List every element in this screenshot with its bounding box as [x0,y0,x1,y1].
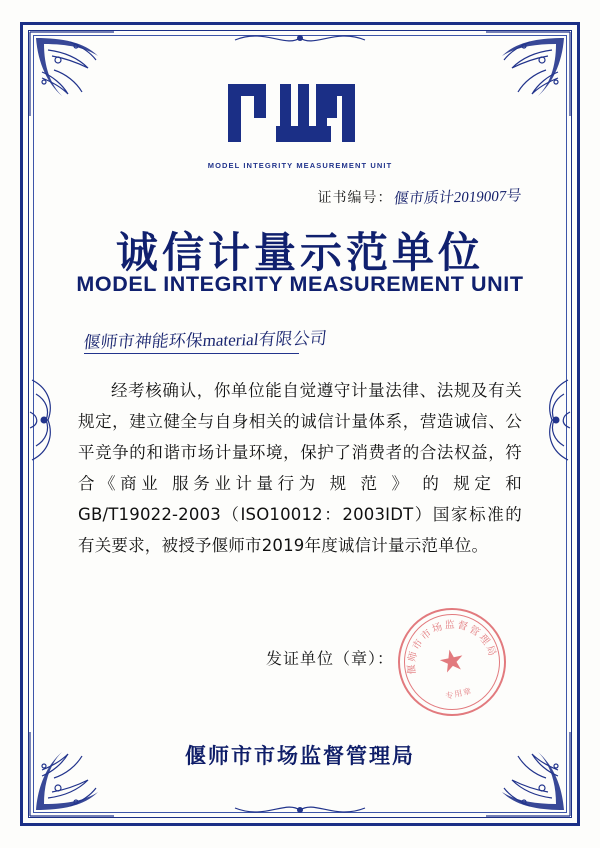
certificate-body [78,375,522,561]
seal-bottom-text: 专用章 [444,686,473,701]
side-ornament-icon [540,360,574,480]
recipient-name: 偃师市神能环保material有限公司 [82,328,328,353]
side-ornament-icon [26,360,60,480]
logo-caption: MODEL INTEGRITY MEASUREMENT UNIT [207,161,393,170]
certificate-number-label: 证书编号： [317,189,393,205]
recipient-block [84,326,384,354]
certificate-body-paragraph: 经考核确认，你单位能自觉遵守计量法律、法规及有关规定，建立健全与自身相关的诚信计量体系，营造诚信、公平竞争的和谐市场计量环境，保护了消费者的合法权益，符合《商业 服务业计量行为 规 范 》 的 规定 和 GB/T19022-2003（ISO10012：2003IDT）国家标准的有关要求，被授予偃师市2019年度诚信计量示范单位。 [78,381,522,555]
certificate-number [317,186,522,207]
logo-block [0,74,600,170]
page-title-cn: 诚信计量示范单位 [115,228,484,277]
footer-organization: 偃师市市场监督管理局 [185,744,415,768]
certificate-number-value: 偃市质计2019007号 [393,188,523,208]
page-title-en: MODEL INTEGRITY MEASUREMENT UNIT [76,272,524,296]
mim-logo-icon [224,74,376,155]
recipient-underline [84,353,299,354]
issuer-label-line [0,646,600,669]
top-ornament-icon [225,26,375,52]
seal-star-icon: ★ [435,642,469,681]
bottom-ornament-icon [225,796,375,822]
svg-text:偃师市市场监督管理局: 偃师市市场监督管理局 [406,619,499,675]
issuer-label: 发证单位（章）： [265,651,394,668]
